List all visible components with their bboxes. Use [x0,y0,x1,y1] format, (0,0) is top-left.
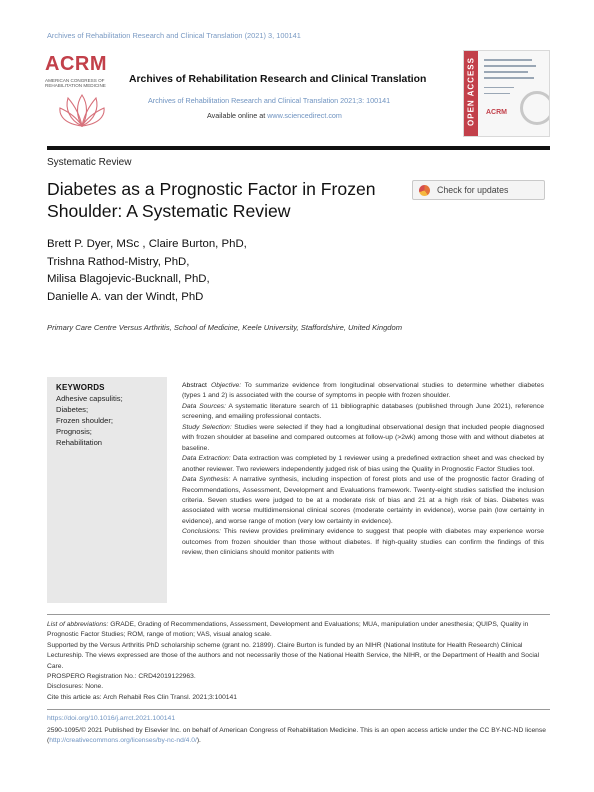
cover-title-line [484,77,534,79]
abstract-study-selection [182,423,544,454]
keyword-item: Diabetes; [56,405,89,415]
abstract-section-text: Studies were selected if they had a longitudinal observational design that included people diagnosed with frozen shoulder at baseline and compared outcomes at follow-up (>2wk) among those with and without diabetes at baseline. [182,423,545,452]
article-title: Diabetes as a Prognostic Factor in Frozen Shoulder: A Systematic Review [47,179,376,221]
abstract-section-text: A narrative synthesis, including inspection of forest plots and use of the prognostic factor Grading of Recommendations, Assessment, Development and Evaluations framework. Twenty-eight studies satisfied the inclusion criteria. Seven studies were judged to be at a moderate risk of bias and 21 at a high risk of bias. Diabetes was associated with worse multidimensional clinical scores (moderate certainty in evidence), worse pain (low certainty in evidence), and worse range of motion (very low certainty in evidence). [182,476,545,525]
sciencedirect-link[interactable]: www.sciencedirect.com [267,111,342,120]
journal-cover-thumbnail[interactable] [463,50,550,137]
author-line[interactable]: Trishna Rathod-Mistry, PhD, [47,255,190,268]
check-for-updates-button[interactable] [412,180,545,200]
copyright-text: 2590-1095/© 2021 Published by Elsevier Inc. on behalf of American Congress of Rehabilitation Medicine. This is an open access article under the CC BY-NC-ND license ( [47,727,546,745]
affiliation: Primary Care Centre Versus Arthritis, School of Medicine, Keele University, Staffordshire, United Kingdom [47,323,403,332]
abbreviations-text: GRADE, Grading of Recommendations, Assessment, Development and Evaluations; MUA, manipulation under anesthesia; QUIPS, Quality in Prognostic Factor Studies; ROM, range of motion; VAS, visual analog scale. [47,621,529,639]
abstract-data-synthesis [182,475,544,527]
license-link[interactable]: http://creativecommons.org/licenses/by-nc-nd/4.0/ [49,737,197,745]
keywords-box [47,377,167,603]
keywords-heading: KEYWORDS [56,383,105,392]
copyright-end: ). [196,737,201,745]
doi-link[interactable]: https://doi.org/10.1016/j.arrct.2021.100141 [47,715,176,722]
available-prefix: Available online at [207,111,266,120]
abstract-data-sources [182,402,544,423]
author-line[interactable]: Milisa Blagojevic-Bucknall, PhD, [47,273,210,285]
journal-masthead [45,50,550,143]
cover-title-line [484,93,510,94]
abstract-section-text: To summarize evidence from longitudinal observational studies to determine whether diabetes (types 1 and 2) is associated with the course of symptoms in people with frozen shoulder. [182,382,544,400]
keyword-item: Frozen shoulder; [56,416,113,426]
abstract-conclusions [182,527,544,558]
abstract-section-label: Study Selection: [182,423,232,431]
abstract-section-label: Objective: [210,382,242,389]
keyword-item: Prognosis; [56,427,92,437]
check-for-updates-label: Check for updates [437,185,509,195]
bottom-divider [47,709,550,710]
acrm-logo-subtitle: AMERICAN CONGRESS OF REHABILITATION MEDICINE [45,78,106,89]
available-online [207,111,342,120]
author-line[interactable]: Danielle A. van der Windt, PhD [47,290,204,303]
abbreviations-footnote [47,620,550,641]
disclosures-footnote: Disclosures: None. [47,683,104,691]
prospero-footnote: PROSPERO Registration No.: CRD42019122963. [47,673,196,681]
cover-acrm-logo: ACRM [486,109,507,116]
cover-title-line [484,65,536,67]
cover-open-access-text: OPEN ACCESS [466,57,476,126]
abstract-heading: Abstract [182,382,207,389]
journal-citation-link[interactable]: Archives of Rehabilitation Research and Clinical Translation 2021;3: 100141 [148,96,391,105]
crossmark-icon [419,185,430,196]
abstract-objective [182,381,544,402]
copyright-notice [47,726,550,747]
acrm-logo-text: ACRM [45,53,107,75]
journal-title: Archives of Rehabilitation Research and Clinical Translation [129,74,427,85]
funding-footnote: Supported by the Versus Arthritis PhD scholarship scheme (grant no. 21899). Claire Burton is funded by an NIHR (National Institute for Health Research) Clinical Lectureship. The views expressed are those of the authors and not necessarily those of the National Health Service, the NIHR, or the Department of Health and Social Care. [47,641,540,670]
abstract-section-label: Data Extraction: [182,455,231,463]
cite-as-footnote: Cite this article as: Arch Rehabil Res Clin Transl. 2021;3:100141 [47,693,237,701]
acrm-logo [45,50,121,132]
footnote-divider [47,614,550,615]
article-type: Systematic Review [47,157,132,168]
abstract-section-label: Data Synthesis: [182,476,231,484]
keyword-item: Adhesive capsulitis; [56,394,123,403]
abstract-section-text: This review provides preliminary evidence to suggest that people with diabetes may experience worse outcomes from frozen shoulder than those without diabetes. If high-quality studies can confirm the findings of this review, then clinicians should monitor patients with [182,528,545,557]
author-list [47,236,247,306]
abstract-section-label: Data Sources: [182,402,226,410]
cover-graphic [520,91,550,125]
acrm-flower-icon [59,94,105,128]
author-line[interactable]: Brett P. Dyer, MSc , Claire Burton, PhD, [47,238,247,250]
abstract-section-text: Data extraction was completed by 1 reviewer using a predefined extraction sheet and was checked by another reviewer. Two reviewers independently judged risk of bias using the Quality in Prognostic Factor Studies tool. [182,455,544,473]
cover-title-line [484,71,528,73]
cover-title-line [484,59,532,61]
header-divider [47,146,550,150]
abstract [182,381,544,559]
cover-title-line [484,87,514,88]
abstract-section-label: Conclusions: [182,528,221,536]
footnotes [47,620,550,703]
abbreviations-label: List of abbreviations: [47,621,109,628]
keyword-item: Rehabilitation [56,438,103,448]
abstract-section-text: A systematic literature search of 11 bibliographic databases (published through June 2021), reference screening, and emailing professional contacts. [182,402,544,421]
running-head: Archives of Rehabilitation Research and Clinical Translation (2021) 3, 100141 [47,31,301,40]
abstract-data-extraction [182,454,544,475]
